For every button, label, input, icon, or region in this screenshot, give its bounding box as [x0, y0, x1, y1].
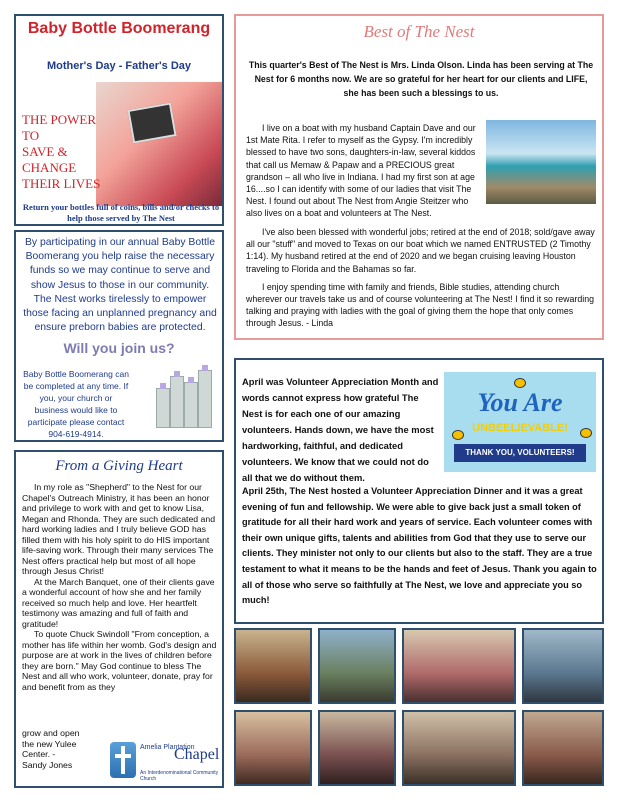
- best-paragraph-1: I live on a boat with my husband Captain Dave and our 1st Mate Rita. I refer to myself as the Gypsy. I'm incredibly blessed to have two sons, daughters-in-law, several kiddos that call us Memaw & Papaw and a PRECIOUS great grandson – all who live in Indiana. I had my first son at age 16....so I can identify with some of our ladies that visit The Nest. I found out about The Nest from Angie Steitzer who also lives on a boat and volunteers at The Nest.: [246, 123, 476, 219]
- cross-icon: [110, 742, 136, 778]
- bee-icon: [514, 378, 526, 388]
- giving-heart-article: [14, 450, 224, 788]
- power-text: THE POWER TO SAVE & CHANGE THEIR LIVES: [22, 112, 101, 191]
- event-photo: [234, 628, 312, 704]
- event-photo: [318, 710, 396, 786]
- event-photo: [402, 628, 516, 704]
- best-paragraphs: I've also been blessed with wonderful jobs; retired at the end of 2018; sold/gave away all our "stuff" and moved to Texas on our boat which we named ENTRUSTED (2 Timothy 1:14). My husband retired at the end of 2020 and we began cruising leaving Houston traveling to Florida and the Bahamas so far. I enjoy spending time with family and friends, Bible studies, attending church wherever our travels take us and of course volunteering at The Nest! I find it so rewarding talking and praying with ladies with the goal of giving them the hope that only comes through Jesus. - Linda: [246, 227, 595, 329]
- volunteer-lead: April was Volunteer Appreciation Month and words cannot express how grateful The Nest is for each one of our amazing volunteers. Hands down, we have the most hardworking, faithful, and dedicated volunteers. We know that we could not do all that we do without them.: [242, 376, 439, 483]
- join-us-box: [14, 230, 224, 442]
- pregnant-woman-photo: [96, 82, 222, 206]
- event-photo: [522, 628, 604, 704]
- event-photo: [522, 710, 604, 786]
- you-are-unbeelievable-banner: You Are UNBEELIEVABLE! THANK YOU, VOLUNTEERS!: [444, 372, 596, 472]
- contact-note: Baby Bottle Boomerang can be completed at any time. If you, your church or business would like to participate please contact 904-619-4914.: [23, 369, 129, 439]
- return-note: Return your bottles full of coins, bills and/or checks to help those served by The Nest: [22, 202, 220, 223]
- chapel-logo: Amelia Plantation Chapel An Interdenominational Community Church: [104, 740, 222, 784]
- couple-beach-photo: [486, 120, 596, 204]
- best-of-nest-article: [234, 14, 604, 340]
- ultrasound-image: [127, 102, 176, 143]
- promo-title: Baby Bottle Boomerang: [27, 20, 211, 37]
- heart-body: In my role as "Shepherd" to the Nest for our Chapel's Outreach Ministry, it has been an honor and privilege to work with and get to know Lisa, Megan and Rhonda. They are such dedicated and hard working ladies and I truly believe GOD has filled them with his holy spirit to do HIS important life-saving work. Through their many services The Nest offers practical help but most of all hope through Jesus Christ! At the March Banquet, one of their clients gave a wonderful account of how she and her family received so much help and love. Her heartfelt testimony was amazing and full of faith and gratitude! To quote Chuck Swindoll "From conception, a mother has life within her womb. God's design and purpose are at work in the lives of children before they are born." May God continue to bless The Nest and all who work, volunteer, donate, pray for and benefit from as they: [22, 482, 217, 692]
- heart-signature: grow and open the new Yulee Center. - Sandy Jones: [22, 728, 80, 770]
- event-photo: [234, 710, 312, 786]
- event-photo: [402, 710, 516, 786]
- volunteer-paragraph: April 25th, The Nest hosted a Volunteer Appreciation Dinner and it was a great evening of fun and fellowship. We were able to give back just a small token of gratitude for all their hard work and years of service. Each volunteer comes with their own unique gifts, talents and abilities from God that they use to serve our clients. They minister not only to our clients but also to the staff. They are a true testament to what it means to be the hands and feet of Jesus. Thank you again to all of those who serve so faithfully at The Nest, we love and appreciate you so much!: [242, 486, 597, 606]
- best-intro: This quarter's Best of The Nest is Mrs. Linda Olson. Linda has been serving at The Nest for 6 months now. We are so grateful for her heart for our clients and LIFE, she has been such a blessings to us.: [248, 60, 594, 98]
- volunteer-article: [234, 358, 604, 624]
- baby-bottle-promo: [14, 14, 224, 226]
- best-title: Best of The Nest: [363, 22, 475, 41]
- join-text: By participating in our annual Baby Bottle Boomerang you help raise the necessary funds so we may continue to serve and show Jesus to those in our community. The Nest works tirelessly to empower those facing an unplanned pregnancy and ensure preborn babies are protected.: [23, 237, 217, 334]
- join-question: Will you join us?: [63, 340, 175, 356]
- event-photo: [318, 628, 396, 704]
- promo-subtitle: Mother's Day - Father's Day: [47, 60, 191, 72]
- heart-title: From a Giving Heart: [55, 458, 183, 474]
- baby-bottles-image: [154, 366, 222, 432]
